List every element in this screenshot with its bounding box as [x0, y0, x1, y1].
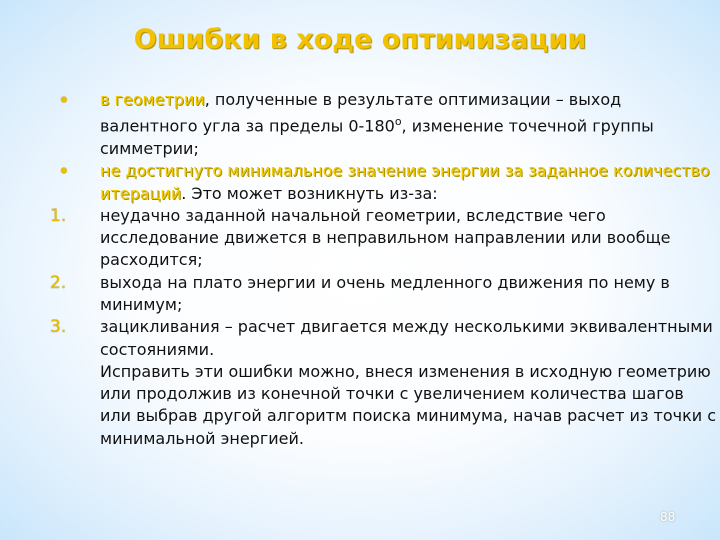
list-item-text: выхода на плато энергии и очень медленного движения по нему в минимум;: [100, 272, 670, 314]
empty-marker: [50, 361, 100, 450]
list-item-text: зацикливания – расчет двигается между несколькими эквивалентными состояниями.: [100, 317, 713, 359]
conclusion-paragraph: [50, 361, 718, 450]
number-marker: 2.: [50, 272, 67, 293]
list-item-bullet-1: [50, 89, 718, 160]
list-item-text: Исправить эти ошибки можно, внеся изменения в исходную геометрию или продолжив из конечной точки с увеличением количества шагов или выбрав другой алгоритм поиска минимума, начав расчет из точки с минимальной энергией.: [100, 361, 717, 448]
slide-title: Ошибки в ходе оптимизации: [133, 24, 587, 55]
list-item-bullet-2: [50, 160, 718, 205]
list-item-text: в геометрии, полученные в результате оптимизации – выход валентного угла за пределы $0-180^о$, изменение точечной группы симметрии;: [100, 90, 654, 158]
number-marker: 1.: [50, 205, 67, 226]
list-item-numbered-2: [50, 272, 718, 317]
list-item-text: неудачно заданной начальной геометрии, вследствие чего исследование движется в неправильном направлении или вообще расходится;: [100, 205, 671, 270]
list-item-text: не достигнуто минимальное значение энергии за заданное количество итераций. Это может возникнуть из-за:: [100, 161, 710, 203]
list-item-numbered-1: [50, 205, 718, 272]
highlight-text: в геометрии: [100, 90, 205, 109]
number-marker: 3.: [50, 317, 67, 338]
degree-sign: о: [394, 115, 402, 129]
highlight-text: не достигнуто минимальное значение энергии за заданное количество итераций: [100, 161, 710, 203]
bullet-marker: •: [58, 88, 70, 112]
bullet-marker: •: [58, 159, 70, 184]
list-item-numbered-3: [50, 316, 718, 361]
slide-content: [50, 89, 718, 450]
page-number: 88: [660, 510, 676, 524]
